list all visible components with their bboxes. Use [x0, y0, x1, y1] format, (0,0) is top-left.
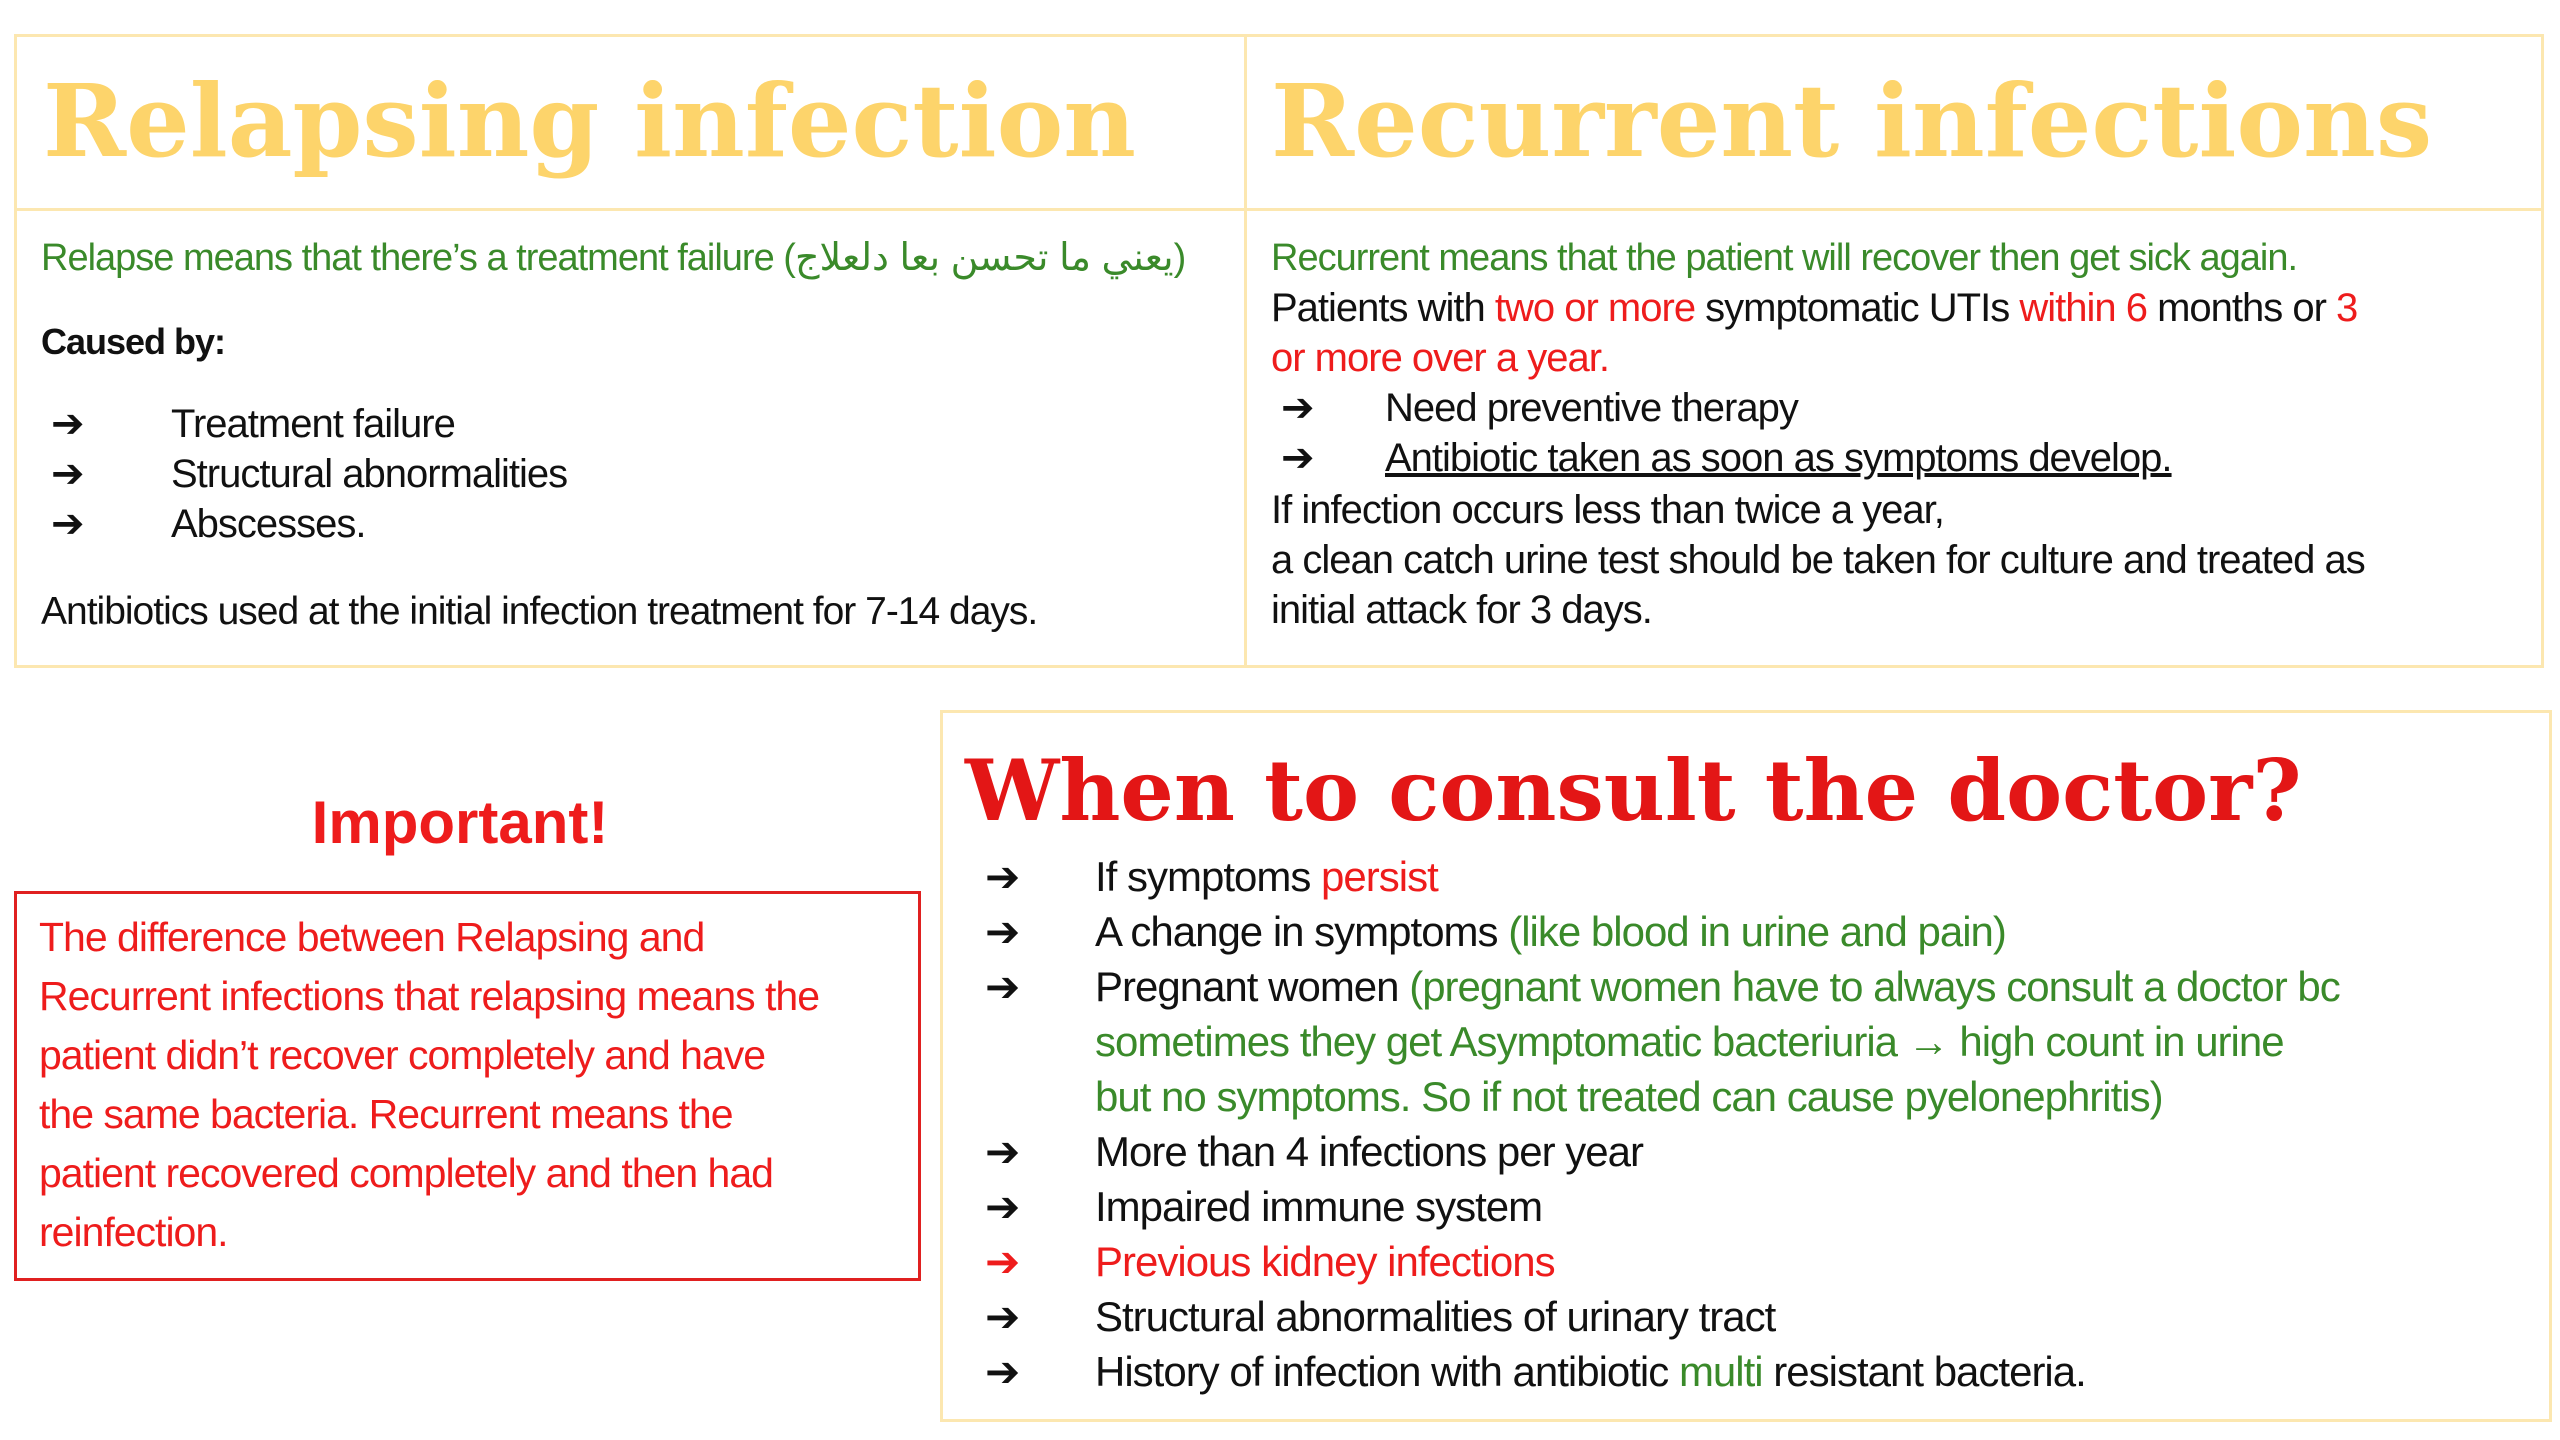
relapsing-title: Relapsing infection — [43, 62, 1136, 180]
recurrent-definition: Recurrent means that the patient will recover then get sick again. — [1271, 237, 2298, 279]
important-title: Important! — [311, 789, 609, 856]
consult-list: ➔ If symptoms persist ➔ A change in symptoms (like blood in urine and pain) ➔ Pregnant women (pregnant women have to always consult a doctor bc sometimes they get Asymptomatic bacteriuria → high count in urine but no symptoms. So if not treated can cause pyelonephritis) ➔ More than 4 infections per year ➔ Impaired immune system ➔ Previous kidney infections ➔ Structural abnormalities of urinary tract ➔ History of infection with antibiotic multi resistant bacteria. — [985, 849, 2340, 1399]
list-item: ➔ Previous kidney infections — [985, 1234, 2340, 1289]
recurrent-criteria: Patients with two or more symptomatic UTIs within 6 months or 3 — [1271, 286, 2358, 330]
arrow-bullet-icon: ➔ — [1281, 436, 1314, 480]
arrow-bullet-icon: ➔ — [51, 402, 84, 446]
list-item: ➔ Impaired immune system — [985, 1179, 2340, 1234]
antibiotics-note: Antibiotics used at the initial infection treatment for 7-14 days. — [41, 590, 1038, 633]
arrow-bullet-icon: ➔ — [51, 502, 84, 546]
important-box — [14, 891, 921, 1281]
list-item: ➔ Treatment failure — [51, 399, 567, 449]
arrow-bullet-icon: ➔ — [51, 452, 84, 496]
arrow-bullet-icon: ➔ — [985, 1183, 1020, 1230]
arrow-bullet-icon: ➔ — [985, 1238, 1020, 1285]
important-text: The difference between Relapsing and Recurrent infections that relapsing means the patient didn’t recover completely and have the same bacteria. Recurrent means the patient recovered completely and then had reinfection. — [39, 914, 820, 1255]
recurrent-note-line1: If infection occurs less than twice a year, — [1271, 488, 1944, 532]
arrow-bullet-icon: ➔ — [985, 1293, 1020, 1340]
list-item: ➔ More than 4 infections per year — [985, 1124, 2340, 1179]
caused-by-label: Caused by: — [41, 321, 226, 362]
column-divider — [1244, 37, 1247, 665]
recurrent-title: Recurrent infections — [1271, 62, 2433, 180]
recurrent-note-line2: a clean catch urine test should be taken for culture and treated as — [1271, 538, 2365, 582]
arrow-bullet-icon: ➔ — [985, 1348, 1020, 1395]
list-item: ➔ Structural abnormalities of urinary tract — [985, 1289, 2340, 1344]
arrow-bullet-icon: ➔ — [985, 908, 1020, 955]
list-item: ➔ Structural abnormalities — [51, 449, 567, 499]
list-item: ➔ A change in symptoms (like blood in urine and pain) — [985, 904, 2340, 959]
relapse-definition: Relapse means that there’s a treatment failure (يعني ما تحسن بعا دلعلاج) — [41, 237, 1186, 279]
header-row-divider — [17, 208, 2541, 211]
list-item: ➔ Abscesses. — [51, 499, 567, 549]
consult-doctor-title: When to consult the doctor? — [965, 741, 2302, 840]
recurrent-criteria-cont: or more over a year. — [1271, 336, 1609, 380]
list-item: ➔ Antibiotic taken as soon as symptoms develop. — [1281, 433, 2172, 483]
list-item: ➔ Need preventive therapy — [1281, 383, 2172, 433]
arrow-bullet-icon: ➔ — [1281, 386, 1314, 430]
arrow-bullet-icon: ➔ — [985, 1128, 1020, 1175]
recurrent-note-line3: initial attack for 3 days. — [1271, 588, 1652, 632]
arrow-bullet-icon: ➔ — [985, 963, 1020, 1010]
recurrent-actions — [1281, 383, 2172, 483]
list-item: ➔ If symptoms persist — [985, 849, 2340, 904]
list-item: ➔ Pregnant women (pregnant women have to always consult a doctor bc — [985, 959, 2340, 1014]
causes-list — [51, 399, 567, 549]
arrow-bullet-icon: ➔ — [985, 853, 1020, 900]
comparison-table — [14, 34, 2544, 668]
list-item: ➔ History of infection with antibiotic multi resistant bacteria. — [985, 1344, 2340, 1399]
consult-doctor-box — [940, 710, 2552, 1422]
